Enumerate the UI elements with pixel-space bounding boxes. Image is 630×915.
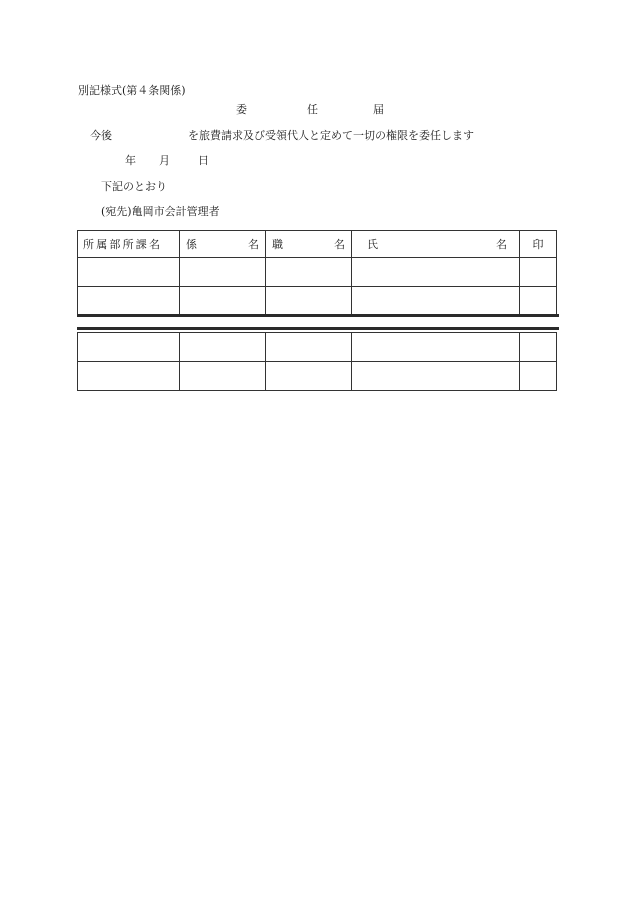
- note-text: 下記のとおり: [101, 180, 167, 193]
- cell-department[interactable]: [78, 333, 180, 362]
- header-name: [352, 231, 520, 258]
- cell-section[interactable]: [180, 258, 266, 287]
- table-row: [78, 333, 557, 362]
- cell-seal[interactable]: [520, 333, 557, 362]
- date-day-label: 日: [198, 154, 209, 167]
- header-section-part-1: 係: [186, 238, 197, 251]
- header-section-part-2: 名: [248, 238, 259, 251]
- header-position-part-1: 職: [272, 238, 283, 251]
- header-seal: 印: [520, 231, 557, 258]
- cell-section[interactable]: [180, 333, 266, 362]
- table-row: [78, 362, 557, 391]
- title-char-3: 届: [373, 103, 384, 116]
- cell-position[interactable]: [266, 287, 352, 316]
- cell-department[interactable]: [78, 258, 180, 287]
- table-header-row: [78, 231, 557, 258]
- cell-department[interactable]: [78, 287, 180, 316]
- cut-line-top: [77, 314, 559, 317]
- table-row: [78, 287, 557, 316]
- cell-name[interactable]: [352, 333, 520, 362]
- addressee: (宛先)亀岡市会計管理者: [101, 205, 220, 218]
- intro-prefix: 今後: [90, 129, 112, 142]
- header-name-part-1: 氏: [367, 238, 378, 251]
- cell-department[interactable]: [78, 362, 180, 391]
- cell-seal[interactable]: [520, 258, 557, 287]
- delegation-table-bottom: [77, 332, 557, 391]
- cell-seal[interactable]: [520, 362, 557, 391]
- title-char-2: 任: [307, 103, 318, 116]
- cell-position[interactable]: [266, 362, 352, 391]
- date-year-label: 年: [125, 154, 136, 167]
- intro-suffix: を旅費請求及び受領代人と定めて一切の権限を委任します: [188, 129, 474, 142]
- cell-section[interactable]: [180, 287, 266, 316]
- cut-line-bottom: [77, 327, 559, 330]
- cell-name[interactable]: [352, 258, 520, 287]
- cell-position[interactable]: [266, 258, 352, 287]
- header-position-part-2: 名: [334, 238, 345, 251]
- header-department: 所属部所課名: [78, 231, 180, 258]
- cell-seal[interactable]: [520, 287, 557, 316]
- delegation-statement: [90, 129, 474, 143]
- table-row: [78, 258, 557, 287]
- cell-name[interactable]: [352, 362, 520, 391]
- title-char-1: 委: [236, 103, 247, 116]
- cell-section[interactable]: [180, 362, 266, 391]
- delegation-table-top: [77, 230, 557, 316]
- cell-position[interactable]: [266, 333, 352, 362]
- form-label: 別記様式(第４条関係): [78, 84, 186, 97]
- document-title: [0, 103, 630, 117]
- cell-name[interactable]: [352, 287, 520, 316]
- header-position: [266, 231, 352, 258]
- date-line: [0, 154, 630, 168]
- date-month-label: 月: [159, 154, 170, 167]
- header-section: [180, 231, 266, 258]
- header-name-part-2: 名: [496, 238, 507, 251]
